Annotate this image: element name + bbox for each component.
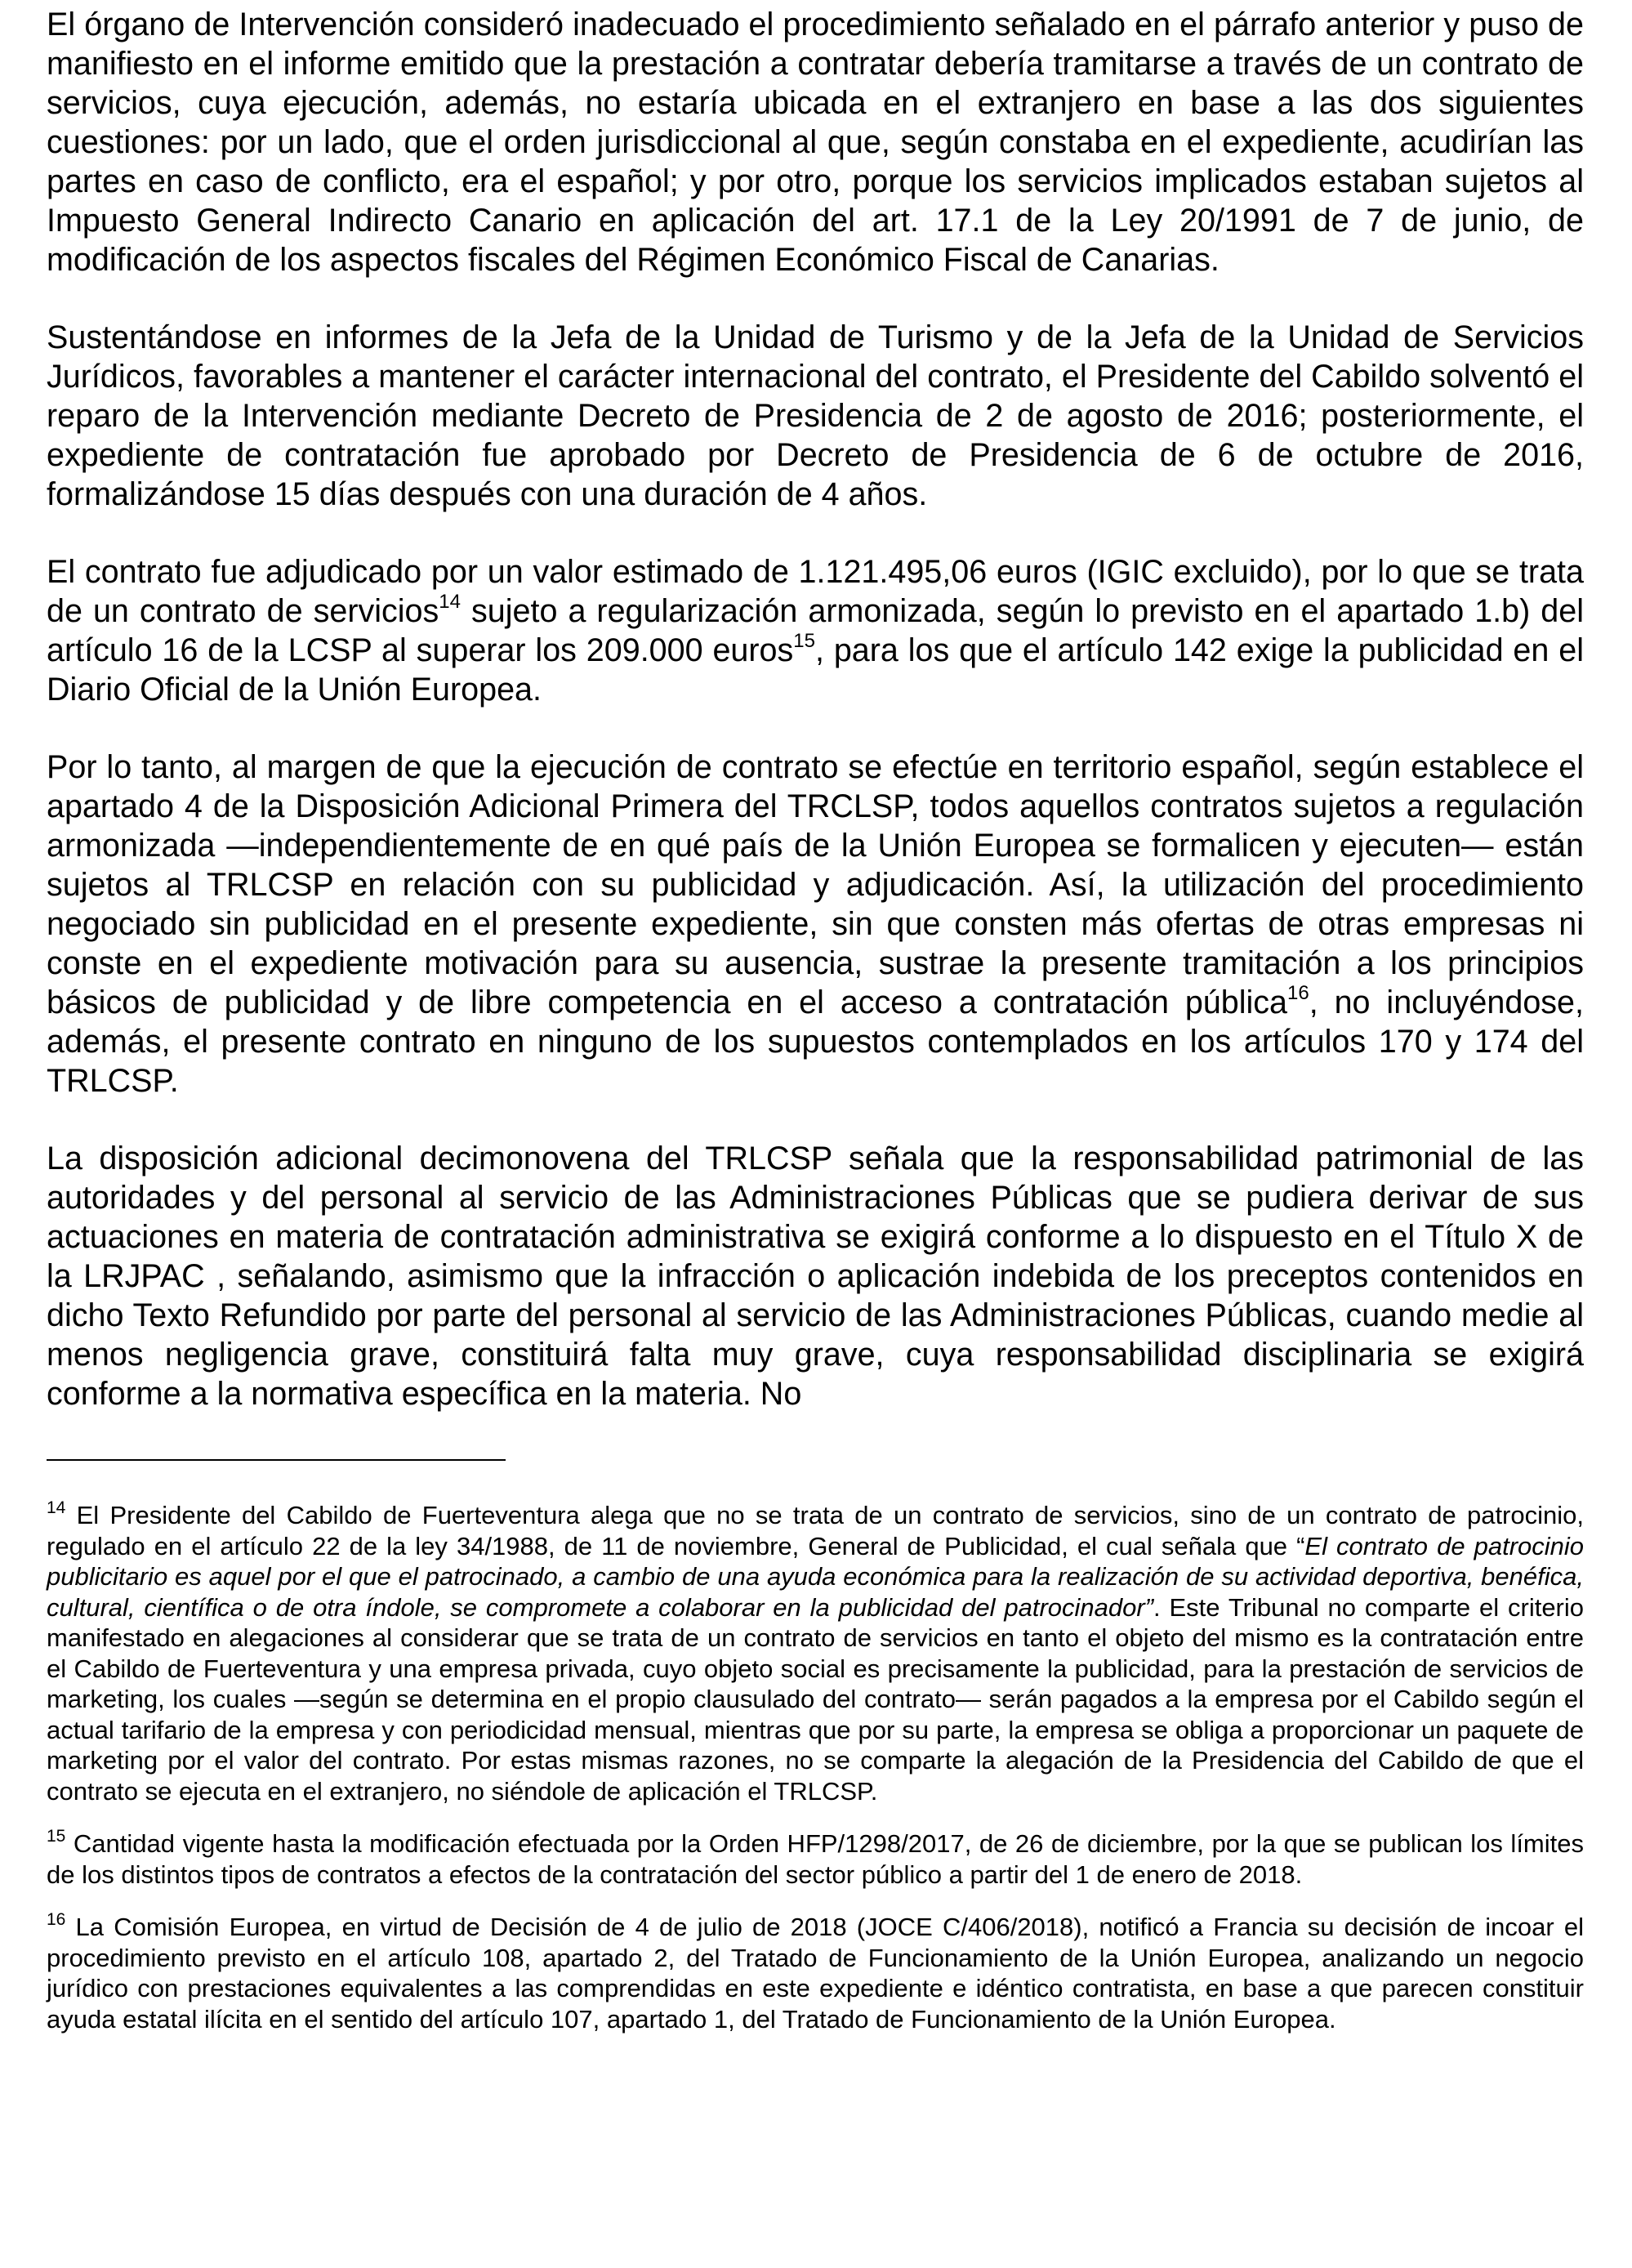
text-run: , no incluyéndose, además, el presente contrato en ninguno de los supuestos contemplados en los artículos 170 y 174 del TRLCSP.	[47, 984, 1584, 1099]
italic-quote: El contrato de patrocinio publicitario es aquel por el que el patrocinado, a cambio de una ayuda económica para la realización de su actividad deportiva, benéfica, cultural, científica o de otra índole, se compromete a colaborar en la publicidad del patrocinador”	[47, 1531, 1585, 1622]
footnote-16	[47, 1909, 1584, 2034]
paragraph-disposicion-adicional	[47, 1139, 1584, 1413]
text-run: El contrato fue adjudicado por un valor estimado de 1.121.495,06 euros (IGIC excluido), por lo que se trata de un contrato de servicios	[47, 554, 1584, 629]
footnote-number: 14	[47, 1498, 66, 1517]
footnote-15	[47, 1828, 1584, 1890]
footnote-ref-14[interactable]: 14	[439, 590, 461, 613]
paragraph-regulacion-armonizada	[47, 748, 1584, 1101]
paragraph-intervencion	[47, 5, 1584, 279]
text-run: Sustentándose en informes de la Jefa de la Unidad de Turismo y de la Jefa de la Unidad de Servicios Jurídicos, favorables a mantener el carácter internacional del contrato, el Presidente del Cabildo solventó el reparo de la Intervención mediante Decreto de Presidencia de 2 de agosto de 2016; posteriormente, el expediente de contratación fue aprobado por Decreto de Presidencia de 6 de octubre de 2016, formalizándose 15 días después con una duración de 4 años.	[47, 319, 1584, 512]
text-run: La disposición adicional decimonovena del TRLCSP señala que la responsabilidad patrimonial de las autoridades y del personal al servicio de las Administraciones Públicas que se pudiera derivar de sus actuaciones en materia de contratación administrativa se exigirá conforme a lo dispuesto en el Título X de la LRJPAC , señalando, asimismo que la infracción o aplicación indebida de los preceptos contenidos en dicho Texto Refundido por parte del personal al servicio de las Administraciones Públicas, cuando medie al menos negligencia grave, constituirá falta muy grave, cuya responsabilidad disciplinaria se exigirá conforme a la normativa específica en la materia. No	[47, 1141, 1584, 1412]
text-run: Cantidad vigente hasta la modificación efectuada por la Orden HFP/1298/2017, de 26 de diciembre, por la que se publican los límites de los distintos tipos de contratos a efectos de la contratación del sector público a partir del 1 de enero de 2018.	[47, 1829, 1584, 1889]
footnote-number: 16	[47, 1909, 66, 1929]
paragraph-adjudicacion	[47, 552, 1584, 709]
text-run: El Presidente del Cabildo de Fuerteventura alega que no se trata de un contrato de servicios, sino de un contrato de patrocinio, regulado en el artículo 22 de la ley 34/1988, de 11 de noviembre, General de Publicidad, el cual señala que “	[47, 1501, 1584, 1560]
document-page	[47, 5, 1584, 2056]
footnote-number: 15	[47, 1826, 66, 1846]
text-run: Por lo tanto, al margen de que la ejecución de contrato se efectúe en territorio español, según establece el apartado 4 de la Disposición Adicional Primera del TRCLSP, todos aquellos contratos sujetos a regulación armonizada —independientemente de en qué país de la Unión Europea se formalicen y ejecuten— están sujetos al TRLCSP en relación con su publicidad y adjudicación. Así, la utilización del procedimiento negociado sin publicidad en el presente expediente, sin que consten más ofertas de otras empresas ni conste en el expediente motivación para su ausencia, sustrae la presente tramitación a los principios básicos de publicidad y de libre competencia en el acceso a contratación pública	[47, 749, 1584, 1020]
text-run: El órgano de Intervención consideró inadecuado el procedimiento señalado en el párrafo anterior y puso de manifiesto en el informe emitido que la prestación a contratar debería tramitarse a través de un contrato de servicios, cuya ejecución, además, no estaría ubicada en el extranjero en base a las dos siguientes cuestiones: por un lado, que el orden jurisdiccional al que, según constaba en el expediente, acudirían las partes en caso de conflicto, era el español; y por otro, porque los servicios implicados estaban sujetos al Impuesto General Indirecto Canario en aplicación del art. 17.1 de la Ley 20/1991 de 7 de junio, de modificación de los aspectos fiscales del Régimen Económico Fiscal de Canarias.	[47, 7, 1584, 278]
footnote-14	[47, 1500, 1584, 1806]
text-run: . Este Tribunal no comparte el criterio manifestado en alegaciones al considerar que se trata de un contrato de servicios en tanto el objeto del mismo es la contratación entre el Cabildo de Fuerteventura y una empresa privada, cuyo objeto social es precisamente la publicidad, para la prestación de servicios de marketing, los cuales —según se determina en el propio clausulado del contrato— serán pagados a la empresa por el Cabildo según el actual tarifario de la empresa y con periodicidad mensual, mientras que por su parte, la empresa se obliga a proporcionar un paquete de marketing por el valor del contrato. Por estas mismas razones, no se comparte la alegación de la Presidencia del Cabildo de que el contrato se ejecuta en el extranjero, no siéndole de aplicación el TRLCSP.	[47, 1592, 1585, 1806]
text-run: La Comisión Europea, en virtud de Decisión de 4 de julio de 2018 (JOCE C/406/2018), notificó a Francia su decisión de incoar el procedimiento previsto en el artículo 108, apartado 2, del Tratado de Funcionamiento de la Unión Europea, analizando un negocio jurídico con prestaciones equivalentes a las comprendidas en este expediente e idéntico contratista, en base a que parecen constituir ayuda estatal ilícita en el sentido del artículo 107, apartado 1, del Tratado de Funcionamiento de la Unión Europea.	[47, 1913, 1584, 2034]
body-text	[47, 5, 1584, 1413]
footnote-separator	[47, 1459, 506, 1461]
footnote-ref-16[interactable]: 16	[1287, 981, 1309, 1004]
text-run: sujeto a regularización armonizada, según lo previsto en el apartado 1.b) del artículo 16 de la LCSP al superar los 209.000 euros	[47, 593, 1584, 668]
footnotes	[47, 1500, 1584, 2034]
footnote-ref-15[interactable]: 15	[793, 629, 815, 652]
text-run: , para los que el artículo 142 exige la publicidad en el Diario Oficial de la Unión Europea.	[47, 632, 1584, 708]
paragraph-decreto-presidencia	[47, 318, 1584, 514]
